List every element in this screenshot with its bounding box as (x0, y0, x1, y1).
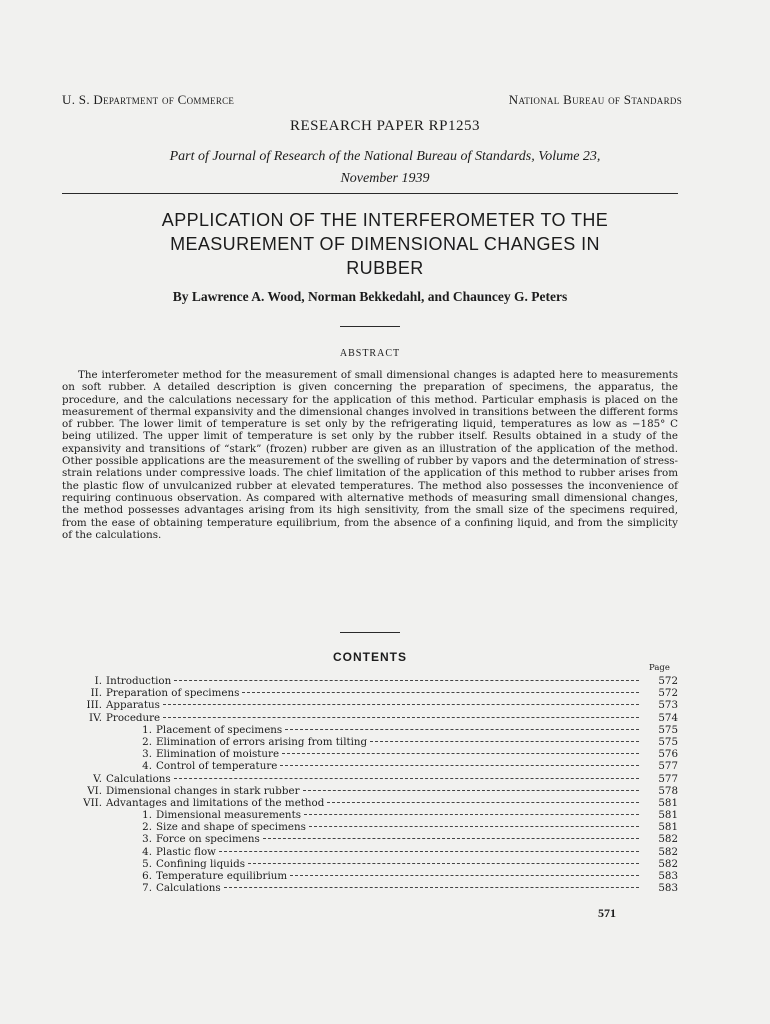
toc-entry-title: Dimensional changes in stark rubber (106, 784, 300, 797)
toc-entry-number: IV. (89, 711, 102, 724)
toc-entry-number: VII. (83, 796, 102, 809)
toc-entry-title: Plastic flow (156, 845, 216, 858)
toc-entry-number: 4. (142, 760, 152, 773)
toc-entry-number: V. (93, 772, 102, 785)
toc-entry-page: 572 (658, 687, 678, 700)
toc-entry-title: Introduction (106, 675, 172, 687)
page-column-label: Page (649, 663, 670, 673)
toc-entry-number: 2. (142, 821, 152, 834)
authors-line: By Lawrence A. Wood, Norman Bekkedahl, and Chauncey G. Peters (172, 289, 568, 304)
toc-entry (62, 785, 678, 797)
research-paper-number: RESEARCH PAPER RP1253 (289, 118, 480, 134)
toc-entry (62, 760, 678, 772)
toc-entry (62, 736, 678, 748)
short-rule (340, 326, 400, 327)
toc-entry-number: 7. (142, 882, 152, 895)
toc-entry-page: 582 (658, 857, 678, 870)
contents-heading: CONTENTS (333, 650, 407, 664)
journal-line-1: Part of Journal of Research of the National Bureau of Standards, Volume 23, (169, 149, 601, 164)
toc-leader (163, 717, 639, 718)
toc-leader (370, 741, 639, 742)
journal-reference (40, 146, 730, 190)
toc-entry-page: 581 (658, 809, 678, 822)
toc-entry-page: 577 (658, 772, 678, 785)
toc-leader (285, 729, 639, 730)
toc-entry (62, 833, 678, 845)
toc-leader (309, 826, 639, 827)
toc-entry-number: 2. (142, 735, 152, 748)
toc-entry (62, 870, 678, 882)
toc-entry-number: III. (86, 699, 102, 712)
toc-leader (304, 814, 639, 815)
toc-leader (280, 765, 639, 766)
toc-entry-number: I. (94, 675, 102, 687)
toc-leader (224, 887, 639, 888)
toc-entry (62, 821, 678, 833)
toc-entry-title: Calculations (156, 882, 221, 895)
toc-entry (62, 687, 678, 699)
journal-line-2: November 1939 (340, 171, 430, 186)
toc-entry (62, 699, 678, 711)
toc-leader (290, 875, 639, 876)
toc-entry-title: Preparation of specimens (106, 687, 240, 700)
toc-entry (62, 675, 678, 687)
toc-entry-title: Confining liquids (156, 857, 245, 870)
toc-entry (62, 882, 678, 894)
header-rule (62, 193, 678, 194)
toc-leader (282, 753, 639, 754)
toc-leader (174, 680, 639, 681)
toc-entry-page: 583 (658, 882, 678, 895)
toc-entry-title: Elimination of errors arising from tilting (156, 735, 368, 748)
toc-entry (62, 846, 678, 858)
header-row (62, 92, 682, 108)
toc-entry-page: 576 (658, 748, 678, 761)
toc-entry-title: Force on specimens (156, 833, 260, 846)
toc-entry (62, 724, 678, 736)
abstract-heading: ABSTRACT (339, 348, 401, 359)
toc-entry-title: Control of temperature (156, 760, 278, 773)
toc-entry-number: 3. (142, 833, 152, 846)
page-number: 571 (598, 906, 616, 920)
abstract-text: The interferometer method for the measurement of small dimensional changes is adapted here to measurements on soft rubber. A detailed description is given concerning the preparation of specimens, the apparatus, the procedure, and the calculations necessary for the application of this method. Particular emphasis is placed on the measurement of thermal expansivity and the dimensional changes involved in transitions between the different forms of rubber. The lower limit of temperature is set only by the refrigerating liquid, temperatures as low as −185° C being utilized. The upper limit of temperature is set only by the rubber itself. Results obtained in a study of the expansivity and transitions of “stark” (frozen) rubber are given as an illustration of the application of the method. Other possible applications are the measurement of the swelling of rubber by vapors and the determination of stress-strain relations under compressive loads. The chief limitation of the application of this method to rubber arises from the plastic flow of unvulcanized rubber at elevated temperatures. The method also possesses the inconvenience of requiring continuous observation. As compared with alternative methods of measuring small dimensional changes, the method possesses advantages arising from its high sensitivity, from the small size of the specimens required, from the ease of obtaining temperature equilibrium, from the absence of a confining liquid, and from the simplicity of the calculations. (62, 369, 678, 541)
toc-leader (242, 692, 639, 693)
toc-entry-title: Apparatus (106, 699, 160, 712)
toc-entry-page: 574 (658, 711, 678, 724)
toc-entry-page: 575 (658, 735, 678, 748)
toc-entry (62, 712, 678, 724)
toc-entry-number: 4. (142, 845, 152, 858)
toc-leader (327, 802, 639, 803)
title-line-1: APPLICATION OF THE INTERFEROMETER TO THE (161, 210, 609, 230)
toc-entry-number: 3. (142, 748, 152, 761)
toc-entry-title: Elimination of moisture (156, 748, 280, 761)
toc-entry-title: Placement of specimens (156, 723, 283, 736)
toc-leader (219, 851, 639, 852)
toc-entry-page: 572 (658, 675, 678, 687)
toc-entry-page: 577 (658, 760, 678, 773)
toc-entry (62, 797, 678, 809)
paper-title (50, 208, 720, 280)
toc-entry-number: 6. (142, 870, 152, 882)
toc-leader (163, 704, 639, 705)
toc-entry (62, 858, 678, 870)
toc-leader (303, 790, 639, 791)
toc-leader (248, 863, 639, 864)
toc-entry-number: 1. (142, 809, 152, 822)
toc-entry (62, 773, 678, 785)
toc-entry-number: 5. (142, 857, 152, 870)
toc-entry-title: Calculations (106, 772, 171, 785)
department-name: U. S. Department of Commerce (62, 92, 235, 107)
bureau-name: National Bureau of Standards (508, 92, 682, 107)
toc-entry-number: 1. (142, 723, 152, 736)
toc-entry-number: II. (90, 687, 102, 700)
toc-entry-page: 581 (658, 796, 678, 809)
toc-entry-page: 582 (658, 833, 678, 846)
toc-entry-page: 575 (658, 723, 678, 736)
title-line-2: MEASUREMENT OF DIMENSIONAL CHANGES IN (170, 234, 600, 254)
toc-entry-page: 578 (658, 784, 678, 797)
toc-entry-title: Temperature equilibrium (156, 870, 288, 882)
toc-entry (62, 809, 678, 821)
toc-entry-page: 583 (658, 870, 678, 882)
toc-entry-title: Advantages and limitations of the method (106, 796, 325, 809)
table-of-contents (62, 675, 678, 894)
toc-entry-title: Size and shape of specimens (156, 821, 306, 834)
toc-entry-page: 581 (658, 821, 678, 834)
short-rule-2 (340, 632, 400, 633)
toc-entry-title: Procedure (106, 711, 161, 724)
toc-entry-title: Dimensional measurements (156, 809, 301, 822)
toc-leader (174, 778, 639, 779)
toc-leader (263, 838, 639, 839)
toc-entry-number: VI. (87, 784, 102, 797)
toc-entry-page: 573 (658, 699, 678, 712)
toc-entry (62, 748, 678, 760)
toc-entry-page: 582 (658, 845, 678, 858)
title-line-3: RUBBER (346, 258, 424, 278)
